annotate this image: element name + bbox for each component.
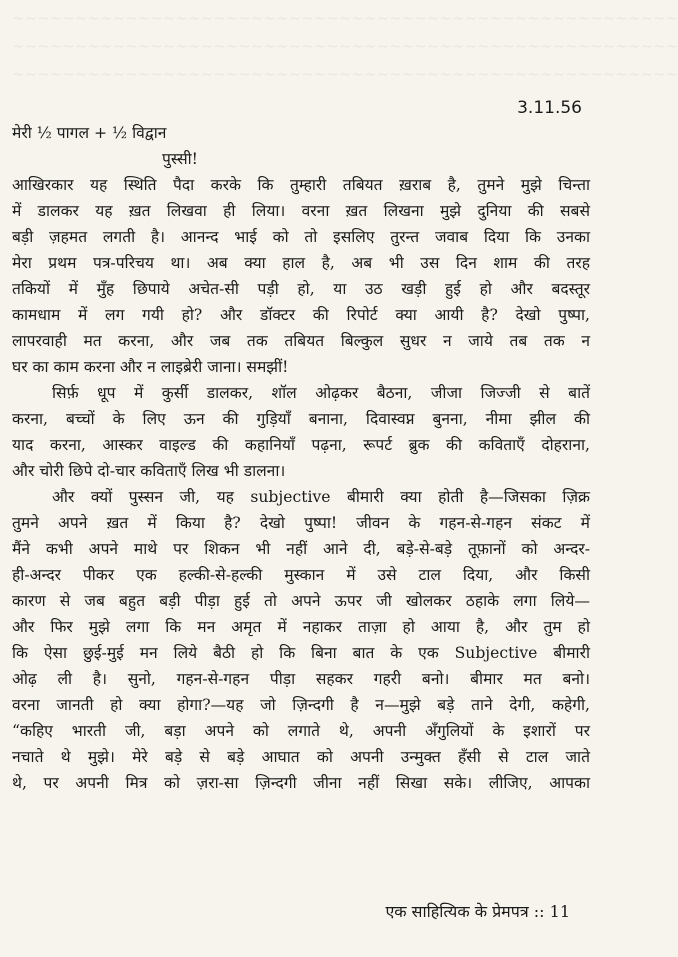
text-line: और क्यों पुस्सन जी, यह subjective बीमारी क्या होती है—जिसका ज़िक्र	[52, 488, 590, 506]
salutation-line: मेरी ½ पागल + ½ विद्वान	[12, 124, 167, 142]
page-footer	[385, 900, 570, 922]
letter-body	[12, 120, 590, 796]
bleed-through-text: ~~~~~~~~~~~~~~~~~~~~~~~~~~~~~~~~~~~~~~~~~~~~~~~~~~~~~ ~~~~~~~~~~~~~~~~~~~~~~~~~~~~~~~~~~~~~~~~~~~~~~~~~~~~~ ~~~~~~~~~~~~~~~~~~~~~~~~~~~~~~~~~~~~~~~~~~~~~~~~~~~~~	[12, 9, 678, 83]
text-line: तकियों में मुँह छिपाये अचेत-सी पड़ी हो, या उठ खड़ी हुई हो और बदस्तूर	[12, 280, 590, 298]
text-line: आखिरकार यह स्थिति पैदा करके कि तुम्हारी तबियत ख़राब है, तुमने मुझे चिन्ता	[12, 176, 590, 194]
text-line: मेरा प्रथम पत्र-परिचय था। अब क्या हाल है, अब भी उस दिन शाम की तरह	[12, 254, 590, 272]
text-line: “कहिए भारती जी, बड़ा अपने को लगाते थे, अपनी अँगुलियों के इशारों पर	[12, 722, 590, 740]
page-number: 11	[549, 902, 570, 921]
text-line: सिर्फ़ धूप में कुर्सी डालकर, शॉल ओढ़कर बैठना, जीजा जिज्जी से बातें	[52, 384, 590, 402]
text-line: करना, बच्चों के लिए ऊन की गुड़ियाँ बनाना, दिवास्वप्न बुनना, नीमा झील की	[12, 410, 590, 428]
text-line: तुमने अपने ख़त में किया है? देखो पुष्पा! जीवन के गहन-से-गहन संकट में	[12, 514, 590, 532]
text-line: और फिर मुझे लगा कि मन अमृत में नहाकर ताज़ा हो आया है, और तुम हो	[12, 618, 590, 636]
text-line: लापरवाही मत करना, और जब तक तबियत बिल्कुल सुधर न जाये तब तक न	[12, 332, 590, 350]
text-line: ओढ़ ली है। सुनो, गहन-से-गहन पीड़ा सहकर गहरी बनो। बीमार मत बनो।	[12, 670, 590, 688]
text-line: ही-अन्दर पीकर एक हल्की-से-हल्की मुस्कान में उसे टाल दिया, और किसी	[12, 566, 590, 584]
letter-date: 3.11.56	[517, 98, 582, 118]
text-line: थे, पर अपनी मित्र को ज़रा-सा ज़िन्दगी जीना नहीं सिखा सके। लीजिए, आपका	[12, 774, 590, 792]
text-line: और चोरी छिपे दो-चार कविताएँ लिख भी डालना।	[12, 462, 286, 480]
book-title: एक साहित्यिक के प्रेमपत्र	[385, 902, 529, 921]
text-line: याद करना, आस्कर वाइल्ड की कहानियाँ पढ़ना, रूपर्ट ब्रुक की कविताएँ दोहराना,	[12, 436, 590, 454]
text-line: कारण से जब बहुत बड़ी पीड़ा हुई तो अपने ऊपर जी खोलकर ठहाके लगा लिये—	[12, 592, 590, 610]
text-line: वरना जानती हो क्या होगा?—यह जो ज़िन्दगी है न—मुझे बड़े ताने देगी, कहेगी,	[12, 696, 590, 714]
text-line: घर का काम करना और न लाइब्रेरी जाना। समझीं!	[12, 358, 289, 376]
salutation-name: पुस्सी!	[162, 150, 198, 168]
text-line: में डालकर यह ख़त लिखवा ही लिया। वरना ख़त लिखना मुझे दुनिया की सबसे	[12, 202, 590, 220]
text-line: बड़ी ज़हमत लगती है। आनन्द भाई को तो इसलिए तुरन्त जवाब दिया कि उनका	[12, 228, 590, 246]
text-line: कामधाम में लग गयी हो? और डॉक्टर की रिपोर्ट क्या आयी है? देखो पुष्पा,	[12, 306, 590, 324]
text-line: कि ऐसा छुई-मुई मन लिये बैठी हो कि बिना बात के एक Subjective बीमारी	[12, 644, 590, 662]
footer-separator: ::	[533, 902, 545, 921]
text-line: नचाते थे मुझे। मेरे बड़े से बड़े आघात को अपनी उन्मुक्त हँसी से टाल जाते	[12, 748, 590, 766]
text-line: मैंने कभी अपने माथे पर शिकन भी नहीं आने दी, बड़े-से-बड़े तूफ़ानों को अन्दर-	[12, 540, 590, 558]
